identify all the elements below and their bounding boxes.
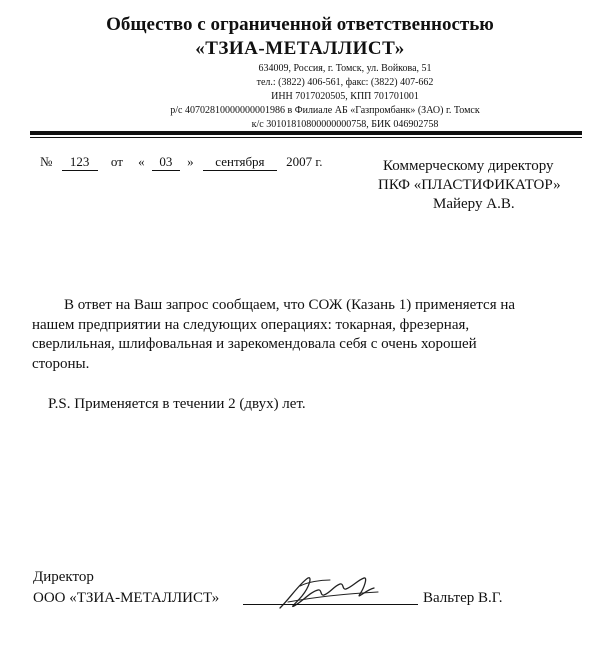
recipient-name: Майеру А.В. [433, 196, 515, 212]
recipient-company: ПКФ «ПЛАСТИФИКАТОР» [378, 177, 561, 193]
org-account: р/с 40702810000000001986 в Филиале АБ «Газпромбанк» (ЗАО) г. Томск [170, 105, 480, 116]
postscript: P.S. Применяется в течении 2 (двух) лет. [48, 396, 306, 412]
letterhead-divider-thin [30, 137, 582, 138]
letter-body [32, 296, 592, 374]
org-name: Общество с ограниченной ответственностью [106, 14, 494, 35]
org-address: 634009, Россия, г. Томск, ул. Войкова, 51 [258, 63, 432, 74]
letter-month: сентября [203, 154, 277, 171]
org-title: «ТЗИА-МЕТАЛЛИСТ» [195, 38, 405, 59]
letter-number: 123 [62, 154, 98, 171]
body-line: нашем предприятии на следующих операциях: токарная, фрезерная, [32, 316, 470, 333]
body-line: стороны. [32, 355, 90, 372]
day-quote-close: » [187, 154, 194, 169]
day-quote-open: « [138, 154, 145, 169]
signer-name: Вальтер В.Г. [423, 590, 503, 606]
letter-meta [40, 154, 323, 171]
signature-line [243, 604, 418, 605]
recipient-position: Коммерческому директору [383, 158, 554, 174]
signer-org: ООО «ТЗИА-МЕТАЛЛИСТ» [33, 590, 220, 606]
signer-position: Директор [33, 569, 94, 585]
org-inn-kpp: ИНН 7017020505, КПП 701701001 [271, 91, 419, 102]
from-label: от [110, 154, 123, 169]
body-line: сверлильная, шлифовальная и зарекомендовала себя с очень хорошей [32, 336, 477, 352]
body-line: В ответ на Ваш запрос сообщаем, что СОЖ (Казань 1) применяется на [64, 297, 516, 313]
org-bank: к/с 30101810800000000758, БИК 046902758 [251, 119, 439, 130]
letterhead-divider-thick [30, 131, 582, 135]
org-phones: тел.: (3822) 406-561, факс: (3822) 407-662 [256, 77, 434, 88]
number-label: № [40, 154, 53, 169]
letter-year: 2007 г. [286, 154, 323, 169]
letter-day: 03 [152, 154, 180, 171]
handwritten-signature [260, 568, 410, 618]
